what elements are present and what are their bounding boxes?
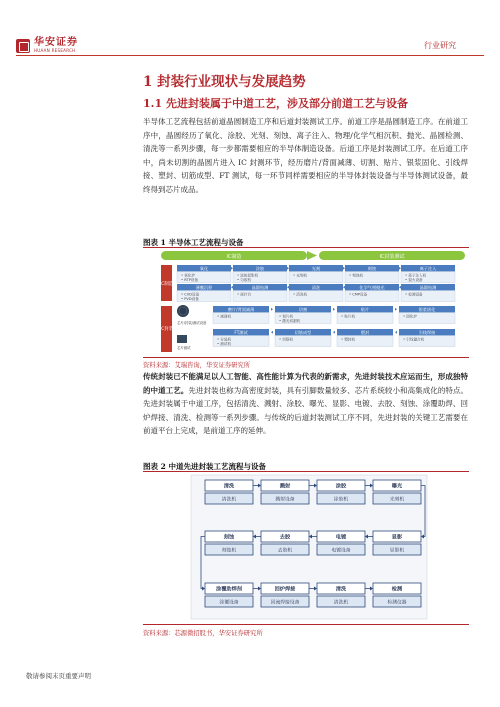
fig1-step-title: 切割 (298, 307, 308, 312)
fig2-step-name: 显影 (391, 534, 403, 541)
fig1-step-title: 贴片 (360, 307, 370, 312)
fig1-step-equipment: • PVD设备 (181, 297, 199, 301)
header-divider (16, 55, 484, 56)
fig2-tool-name: 清洗机 (221, 497, 237, 503)
fig1-step-equipment: • 清洗机 (293, 292, 308, 297)
fig1-step-row2 (401, 284, 455, 302)
figure-1-top-rule (143, 247, 469, 248)
fig1-step-row4 (399, 329, 455, 347)
fig1-step-title: 刻蚀 (367, 266, 377, 271)
chip-icon (177, 335, 187, 343)
fig1-step-title: 离子注入 (419, 266, 437, 271)
wafer-caption: 芯片/封装/测试设备 (177, 321, 207, 325)
fig1-step-equipment: • 划片机 (279, 314, 294, 319)
fig1-step-title: 引线焊接 (418, 330, 436, 335)
fig1-step-equipment: • 检测设备 (405, 292, 423, 297)
fig1-step-equipment: • 分选机 (217, 337, 232, 342)
fig1-step-equipment: • 探针台 (237, 292, 252, 297)
fig1-step-title: 晶圆检测 (419, 285, 437, 290)
figure-2-bottom-rule (143, 624, 469, 625)
fig1-step-equipment: • 测试机 (217, 342, 232, 346)
fig1-step-title: 塑封 (360, 330, 370, 335)
fig2-tool-name: 涂覆设备 (219, 600, 239, 606)
advanced-packaging-paragraph (143, 370, 468, 438)
fig1-step-row3 (399, 306, 455, 324)
logo-icon (16, 39, 30, 53)
fig1-step-row1 (345, 265, 399, 283)
figure-2-top-rule (143, 471, 469, 472)
fig2-step-name: 电镀 (335, 534, 347, 541)
report-category: 行业研究 (424, 41, 456, 50)
fig1-step-title: 晶圆检测 (251, 285, 269, 290)
fig1-step-row2 (177, 284, 231, 302)
figure-2-title: 图表 2 中道先进封装工艺流程与设备 (143, 462, 266, 471)
fig1-step-row1 (177, 265, 231, 283)
subsection-heading: 1.1 先进封装属于中道工艺，涉及部分前道工艺与设备 (143, 97, 408, 110)
logo-chinese-name: 华安证券 (34, 37, 78, 48)
fig1-step-equipment: • 匀胶机 (237, 278, 252, 282)
fig2-tool-name: 显影机 (389, 548, 405, 554)
intro-paragraph: 半导体工艺流程包括前道晶圆制造工序和后道封装测试工序。前道工序是晶圆制造工序。在前道工序中，晶圆经历了氧化、涂胶、光刻、刻蚀、离子注入、物理/化学气相沉积、抛光、晶圆检测、清洗等一系列步骤，每一步都需要相应的半导体制造设备。后道工序是封装测试工序。在后道工序中，尚未切割的晶圆片进入 IC 封测环节，经历磨片/背面减薄、切割、贴片、银浆固化、引线焊接、塑封、切筋成型、FT 测试，每一环节同样需要相应的半导体封装设备与半导体测试设备，最终得到芯片成品。 (143, 117, 468, 194)
fig1-step-equipment: • 贴片机 (341, 314, 356, 319)
fig1-step-row4 (337, 329, 393, 347)
logo-english-name: HUAAN RESEARCH (34, 48, 76, 53)
figure-1-title: 图表 1 半导体工艺流程与设备 (143, 238, 244, 247)
paragraph-lead: 传统封装已不能满足以人工智能、高性能计算为代表的新需求，先进封装技术应运而生，形成独特的中道工艺。 (143, 372, 468, 395)
fig1-step-equipment: • 刻蚀机 (349, 273, 364, 278)
fig1-step-row4 (275, 329, 331, 347)
fig2-tool-name: 刻蚀机 (221, 548, 237, 554)
test-caption: 芯片测试 (177, 346, 191, 350)
ic-manufacturing-pill-label: IC制造 (226, 253, 242, 260)
company-logo (16, 38, 78, 53)
fig1-step-title: 磨片/背面减薄 (227, 307, 255, 312)
page-footer-disclaimer: 敬请参阅末页重要声明 (26, 672, 91, 680)
fig2-tool-name: 涂胶机 (333, 497, 349, 503)
fig2-step-name: 曝光 (391, 483, 403, 490)
fig1-step-row2 (345, 284, 399, 302)
fig2-step-name: 刻蚀 (223, 534, 235, 541)
fig1-step-title: FT测试 (234, 330, 248, 335)
fig1-step-title: 薄膜沉积 (195, 285, 213, 290)
fig1-step-equipment: • 退火设备 (405, 278, 423, 282)
fig1-step-row1 (289, 265, 343, 283)
fig2-step-name: 涂覆助焊剂 (216, 586, 242, 593)
fig1-step-row3 (275, 306, 331, 324)
side-label-manufacturing-text: IC制造 (159, 282, 174, 287)
paragraph-body: 先进封装也称为高密度封装，具有引脚数量较多、芯片系统较小和高集成化的特点。先进封装属于中道工序，包括清洗、溅射、涂胶、曝光、显影、电镀、去胶、刻蚀、涂覆助焊、回炉焊接、清洗、检测等一系列步骤。与传统的后道封装测试工序不同，先进封装的关键工艺需要在前道平台上完成，是前道工序的延伸。 (143, 385, 469, 436)
fig1-step-title: 清洗 (311, 285, 321, 290)
fig1-step-equipment: • 涂胶显影机 (237, 273, 259, 278)
fig2-step-name: 溅射 (279, 483, 291, 490)
fig1-step-equipment: • 切筋机 (279, 337, 294, 342)
fig1-step-row2 (233, 284, 287, 302)
fig2-step-name: 回炉焊接 (274, 586, 296, 593)
fig2-step-name: 清洗 (223, 483, 235, 490)
fig2-step-name: 涂胶 (335, 483, 347, 490)
fig1-step-title: 氧化 (199, 266, 209, 271)
fig1-step-equipment: • 引线键合机 (403, 337, 425, 342)
fig1-step-row1 (233, 265, 287, 283)
fig1-step-title: 光刻 (311, 266, 321, 271)
figure-2-process-diagram (143, 473, 469, 623)
fig1-step-row2 (289, 284, 343, 302)
fig1-step-equipment: • 塑封机 (341, 337, 356, 342)
fig1-step-title: 银浆固化 (418, 307, 436, 312)
page-header (0, 0, 500, 60)
fig1-step-row1 (401, 265, 455, 283)
ic-packaging-pill-label: IC封装测试 (379, 253, 405, 260)
fig2-tool-name: 电镀设备 (331, 548, 351, 554)
fig1-step-equipment: • 激光切割机 (279, 319, 301, 323)
fig1-step-title: 切筋成型 (294, 330, 312, 335)
fig1-step-equipment: • 氧化炉 (181, 273, 196, 278)
fig1-step-title: 化学气相抛光 (359, 285, 385, 290)
side-label-packaging-text: IC封装 (159, 327, 174, 332)
figure-1-process-diagram (143, 249, 469, 356)
fig1-step-row4 (213, 329, 269, 347)
fig2-step-name: 检测 (391, 586, 403, 593)
fig1-step-equipment: • 固化炉 (403, 314, 418, 319)
figure-2-source: 资料来源：芯源微招股书，华安证券研究所 (143, 630, 263, 637)
fig1-step-equipment: • CVD设备 (181, 292, 200, 297)
fig2-tool-name: 检测仪器 (387, 600, 407, 606)
fig2-tool-name: 去胶机 (277, 548, 293, 554)
fig1-step-equipment: • 光刻机 (293, 273, 308, 278)
fig1-step-equipment: • 减薄机 (217, 314, 232, 319)
fig2-tool-name: 回流焊接设备 (270, 600, 300, 606)
fig1-step-equipment: • CMP设备 (349, 292, 368, 297)
section-heading: 1 封装行业现状与发展趋势 (143, 74, 306, 90)
fig2-tool-name: 溅射设备 (275, 497, 295, 503)
fig1-step-equipment: • 离子注入机 (405, 273, 427, 278)
figure-1-bottom-rule (143, 357, 469, 358)
fig2-tool-name: 光刻机 (389, 497, 405, 503)
fig2-tool-name: 清洗机 (333, 600, 349, 606)
figure-1-source: 资料来源：艾瑞咨询，华安证券研究所 (143, 362, 251, 369)
fig1-step-row3 (337, 306, 393, 324)
fig2-step-name: 去胶 (279, 534, 291, 541)
fig1-step-row3 (213, 306, 269, 324)
fig1-step-equipment: • RTP设备 (181, 278, 199, 282)
fig1-step-title: 涂胶 (255, 266, 265, 271)
fig2-step-name: 清洗 (335, 586, 347, 593)
